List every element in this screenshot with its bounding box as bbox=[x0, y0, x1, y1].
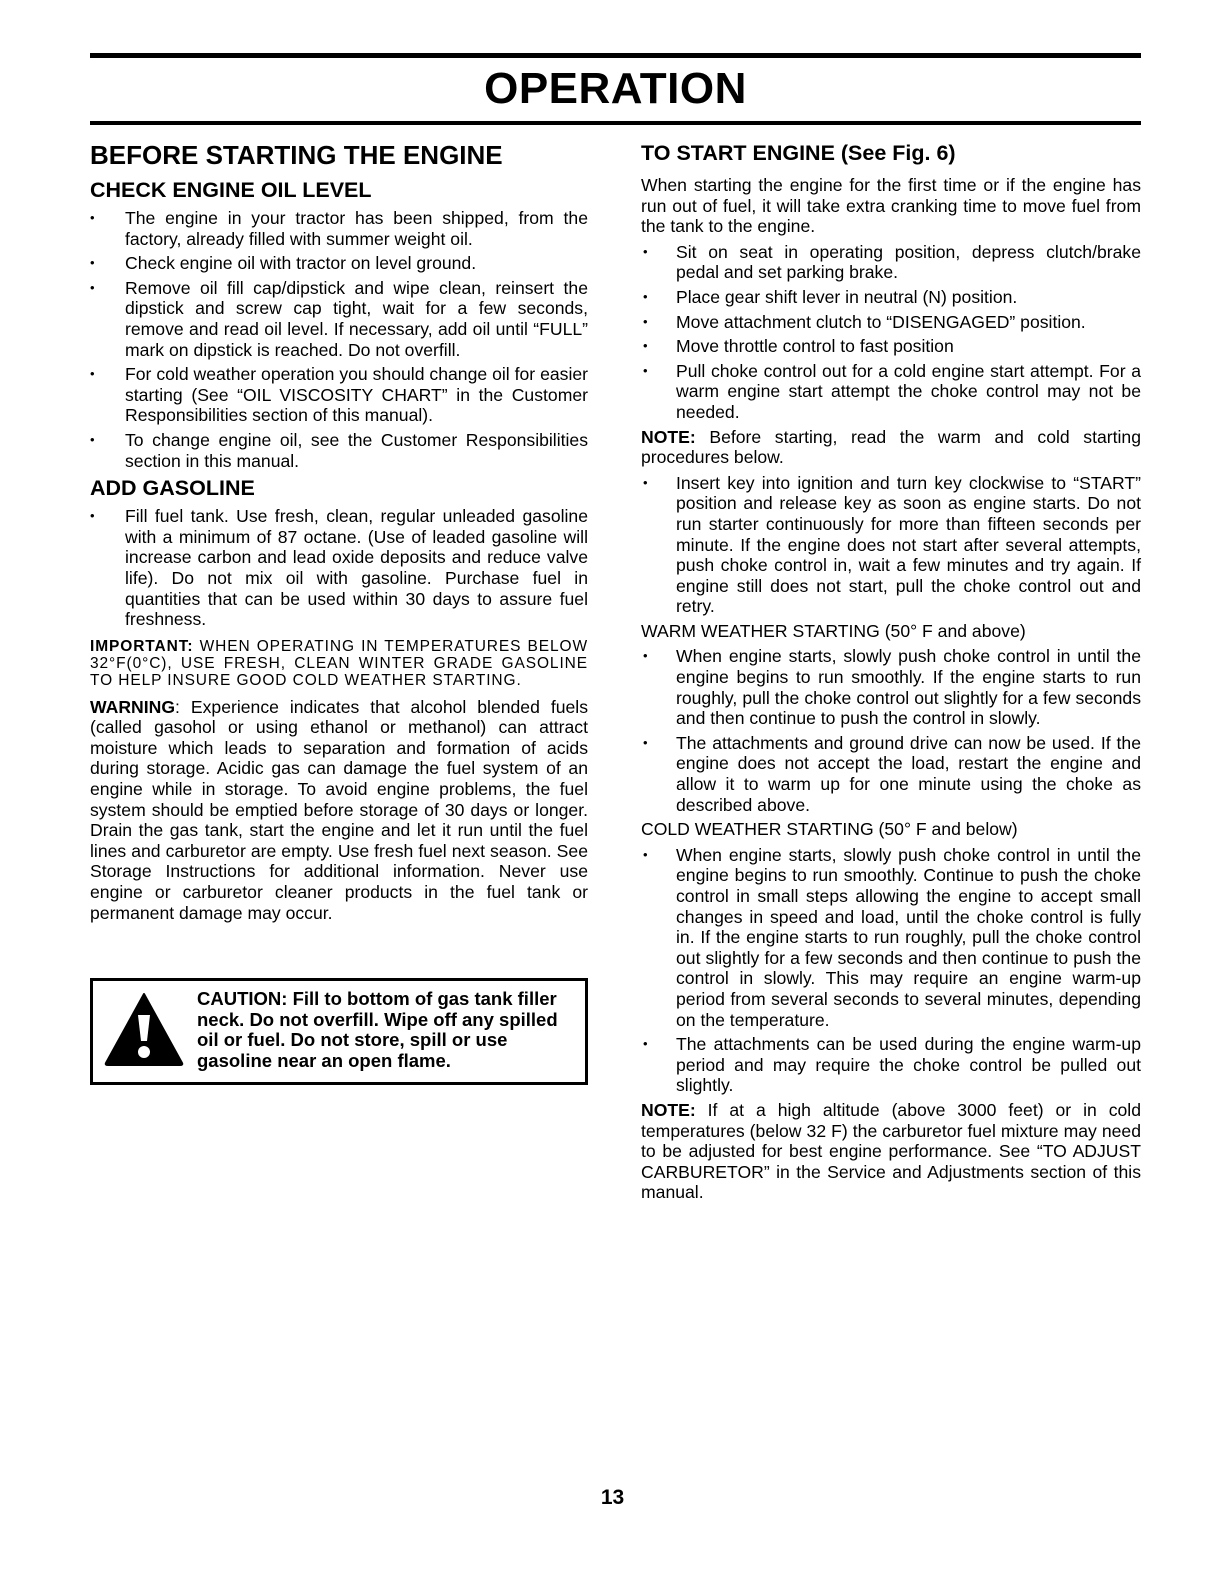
cold-weather-list bbox=[641, 845, 1141, 1096]
ignition-list bbox=[641, 473, 1141, 617]
important-label: IMPORTANT: bbox=[90, 637, 194, 655]
start-steps-list bbox=[641, 242, 1141, 423]
top-rule bbox=[90, 53, 1141, 58]
oil-list bbox=[90, 208, 588, 471]
list-item: • For cold weather operation you should change oil for easier starting (See “OIL VISCOSITY CHART” in the Customer Responsibilities section of this manual). bbox=[90, 364, 588, 426]
section-heading-start-engine: TO START ENGINE (See Fig. 6) bbox=[641, 141, 956, 165]
cold-weather-heading: COLD WEATHER STARTING (50° F and below) bbox=[641, 819, 1018, 840]
warning-paragraph bbox=[90, 697, 588, 924]
list-item: • Fill fuel tank. Use fresh, clean, regular unleaded gasoline with a minimum of 87 octane. (Use of leaded gasoline will increase carbon and lead oxide deposits and reduce valve life). Do not mix oil with gasoline. Purchase fuel in quantities that can be used within 30 days to assure fuel freshness. bbox=[90, 506, 588, 630]
list-item: • When engine starts, slowly push choke control in until the engine begins to run smoothly. If the engine starts to run roughly, pull the choke control out slightly for a few seconds and then continue to push the control in slowly. bbox=[641, 646, 1141, 728]
start-intro: When starting the engine for the first time or if the engine has run out of fuel, it will take extra cranking time to move fuel from the tank to the engine. bbox=[641, 175, 1141, 237]
list-item: • Check engine oil with tractor on level ground. bbox=[90, 253, 588, 274]
note-label: NOTE: bbox=[641, 1099, 696, 1120]
gas-list bbox=[90, 506, 588, 630]
list-item: • When engine starts, slowly push choke control in until the engine begins to run smoothly. Continue to push the choke control in small steps allowing the engine to accept small changes in speed and load, until the choke control is fully in. If the engine starts to run roughly, pull the choke control out slightly for a few seconds and then continue to push the control in slowly. This may require an engine warm-up period from several seconds to several minutes, depending on the temperature. bbox=[641, 845, 1141, 1030]
title-rule bbox=[90, 121, 1141, 125]
caution-text: CAUTION: Fill to bottom of gas tank filler neck. Do not overfill. Wipe off any spilled oil or fuel. Do not store, spill or use gasoline near an open flame. bbox=[197, 988, 558, 1071]
note-altitude bbox=[641, 1100, 1141, 1203]
caution-box bbox=[90, 978, 588, 1085]
note-text: If at a high altitude (above 3000 feet) or in cold temperatures (below 32 F) the carburetor fuel mixture may need to be adjusted for best engine performance. See “TO ADJUST CARBURETOR” in the Service and Adjustments section of this manual. bbox=[641, 1099, 1141, 1203]
list-item: • Pull choke control out for a cold engine start attempt. For a warm engine start attempt the choke control may not be needed. bbox=[641, 361, 1141, 423]
note-text: Before starting, read the warm and cold starting procedures below. bbox=[641, 426, 1141, 468]
note-label: NOTE: bbox=[641, 426, 696, 447]
left-column bbox=[90, 138, 588, 928]
important-text: WHEN OPERATING IN TEMPERATURES BELOW 32°F(0°C), USE FRESH, CLEAN WINTER GRADE GASOLINE TO HELP INSURE GOOD COLD WEATHER STARTING. bbox=[90, 637, 588, 689]
list-item: • The engine in your tractor has been shipped, from the factory, already filled with summer weight oil. bbox=[90, 208, 588, 249]
warm-weather-heading: WARM WEATHER STARTING (50° F and above) bbox=[641, 620, 1026, 641]
list-item: • Place gear shift lever in neutral (N) position. bbox=[641, 287, 1141, 308]
list-item: • Move attachment clutch to “DISENGAGED” position. bbox=[641, 312, 1141, 333]
list-item: • The attachments and ground drive can now be used. If the engine does not accept the load, restart the engine and allow it to warm up for one minute using the choke as described above. bbox=[641, 733, 1141, 815]
subheading-check-oil: CHECK ENGINE OIL LEVEL bbox=[90, 178, 372, 202]
note-before-starting bbox=[641, 427, 1141, 468]
section-heading-before-starting: BEFORE STARTING THE ENGINE bbox=[90, 140, 503, 170]
list-item: • Remove oil fill cap/dipstick and wipe clean, reinsert the dipstick and screw cap tight, wait for a few seconds, remove and read oil level. If necessary, add oil until “FULL” mark on dipstick is reached. Do not overfill. bbox=[90, 278, 588, 360]
warm-weather-list bbox=[641, 646, 1141, 815]
list-item: • Sit on seat in operating position, depress clutch/brake pedal and set parking brake. bbox=[641, 242, 1141, 283]
subheading-add-gasoline: ADD GASOLINE bbox=[90, 476, 255, 501]
warning-label: WARNING bbox=[90, 696, 176, 717]
page-number: 13 bbox=[600, 1486, 625, 1509]
right-column bbox=[641, 138, 1141, 1208]
list-item: • The attachments can be used during the engine warm-up period and may require the choke control be pulled out slightly. bbox=[641, 1034, 1141, 1096]
list-item: • Insert key into ignition and turn key clockwise to “START” position and release key as soon as engine starts. Do not run starter continuously for more than fifteen seconds per minute. If the engine does not start after several attempts, push choke control in, wait a few minutes and try again. If engine still does not start, pull the choke control out and retry. bbox=[641, 473, 1141, 617]
page-title: OPERATION bbox=[484, 64, 747, 113]
warning-triangle-icon bbox=[103, 991, 185, 1067]
list-item: • To change engine oil, see the Customer Responsibilities section in this manual. bbox=[90, 430, 588, 471]
list-item: • Move throttle control to fast position bbox=[641, 336, 1141, 357]
warning-text: : Experience indicates that alcohol blended fuels (called gasohol or using ethanol or methanol) can attract moisture which leads to separation and formation of acids during storage. Acidic gas can damage the fuel system of an engine while in storage. To avoid engine problems, the fuel system should be emptied before storage of 30 days or longer. Drain the gas tank, start the engine and let it run until the fuel lines and carburetor are empty. Use fresh fuel next season. See Storage Instructions for additional information. Never use engine or carburetor cleaner products in the fuel tank or permanent damage may occur. bbox=[90, 696, 588, 923]
important-notice bbox=[90, 638, 588, 689]
